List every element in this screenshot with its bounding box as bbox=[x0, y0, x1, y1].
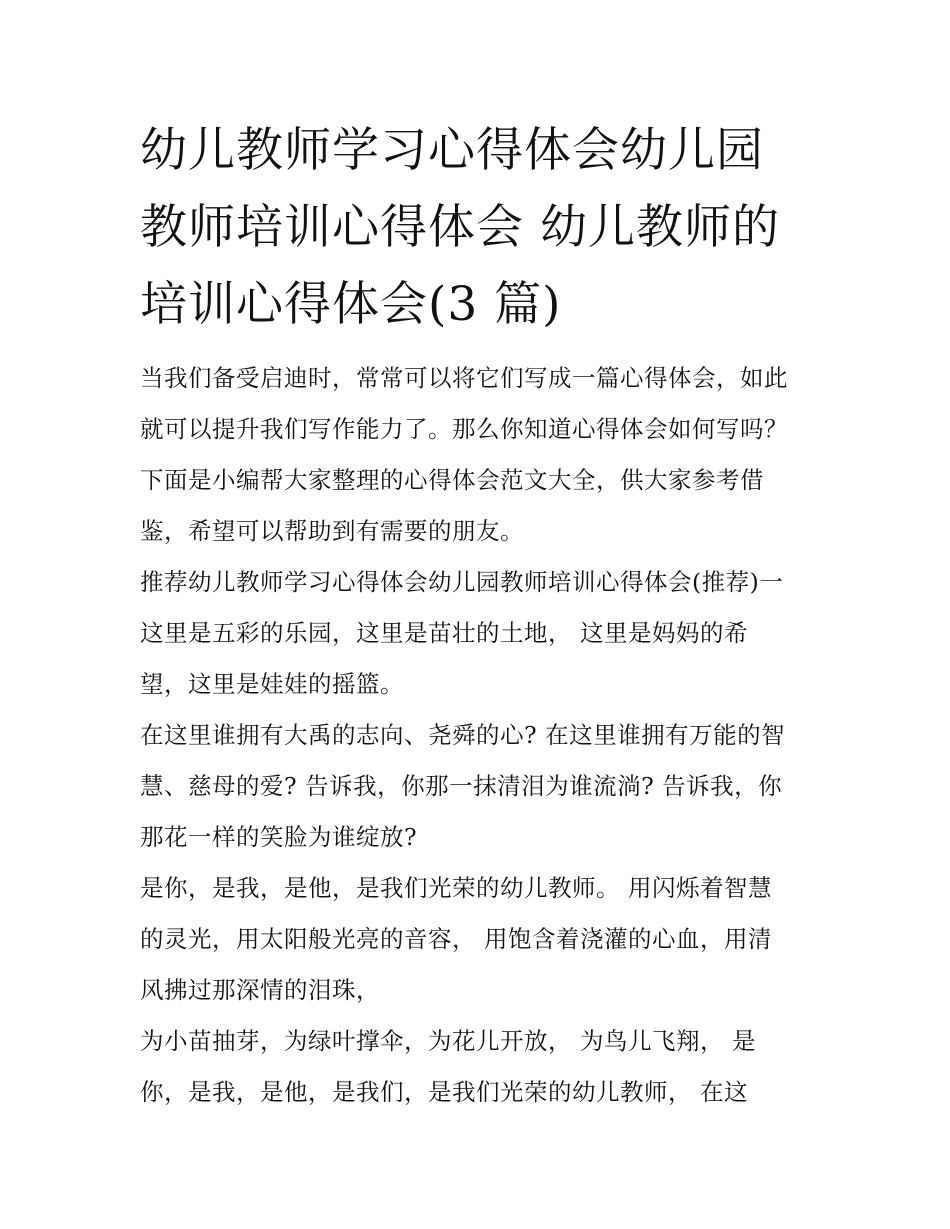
title-line-2: 教师培训心得体会 幼儿教师的 bbox=[140, 200, 780, 255]
text-line: 为小苗抽芽，为绿叶撑伞，为花儿开放， 为鸟儿飞翔， 是 bbox=[140, 1027, 756, 1055]
text-line: 当我们备受启迪时，常常可以将它们写成一篇心得体会，如此 bbox=[140, 364, 788, 392]
paragraph-questions bbox=[140, 710, 815, 863]
text-line: 推荐幼儿教师学习心得体会幼儿园教师培训心得体会(推荐)一 bbox=[140, 568, 784, 596]
text-line: 这里是五彩的乐园，这里是苗壮的土地， 这里是妈妈的希 bbox=[140, 619, 748, 647]
document-title bbox=[140, 112, 815, 343]
paragraph-closing bbox=[140, 1016, 815, 1118]
text-line: 你，是我，是他，是我们，是我们光荣的幼儿教师， 在这 bbox=[140, 1078, 748, 1106]
document-page bbox=[140, 112, 815, 1118]
text-line: 的灵光，用太阳般光亮的音容， 用饱含着浇灌的心血，用清 bbox=[140, 925, 772, 953]
text-line: 那花一样的笑脸为谁绽放? bbox=[140, 823, 418, 851]
text-line: 下面是小编帮大家整理的心得体会范文大全，供大家参考借 bbox=[140, 466, 764, 494]
paragraph-answer bbox=[140, 863, 815, 1016]
text-line: 慧、慈母的爱? 告诉我，你那一抹清泪为谁流淌? 告诉我，你 bbox=[140, 772, 783, 800]
text-line: 望，这里是娃娃的摇篮。 bbox=[140, 670, 404, 698]
text-line: 就可以提升我们写作能力了。那么你知道心得体会如何写吗？ bbox=[140, 415, 788, 443]
text-line: 鉴，希望可以帮助到有需要的朋友。 bbox=[140, 517, 524, 545]
text-line: 在这里谁拥有大禹的志向、尧舜的心? 在这里谁拥有万能的智 bbox=[140, 721, 786, 749]
title-line-1: 幼儿教师学习心得体会幼儿园 bbox=[140, 123, 764, 178]
text-line: 是你，是我，是他，是我们光荣的幼儿教师。 用闪烁着智慧 bbox=[140, 874, 772, 902]
text-line: 风拂过那深情的泪珠， bbox=[140, 976, 380, 1004]
paragraph-intro bbox=[140, 353, 815, 557]
title-line-3: 培训心得体会(3 篇) bbox=[140, 277, 562, 332]
paragraph-recommend bbox=[140, 557, 815, 710]
